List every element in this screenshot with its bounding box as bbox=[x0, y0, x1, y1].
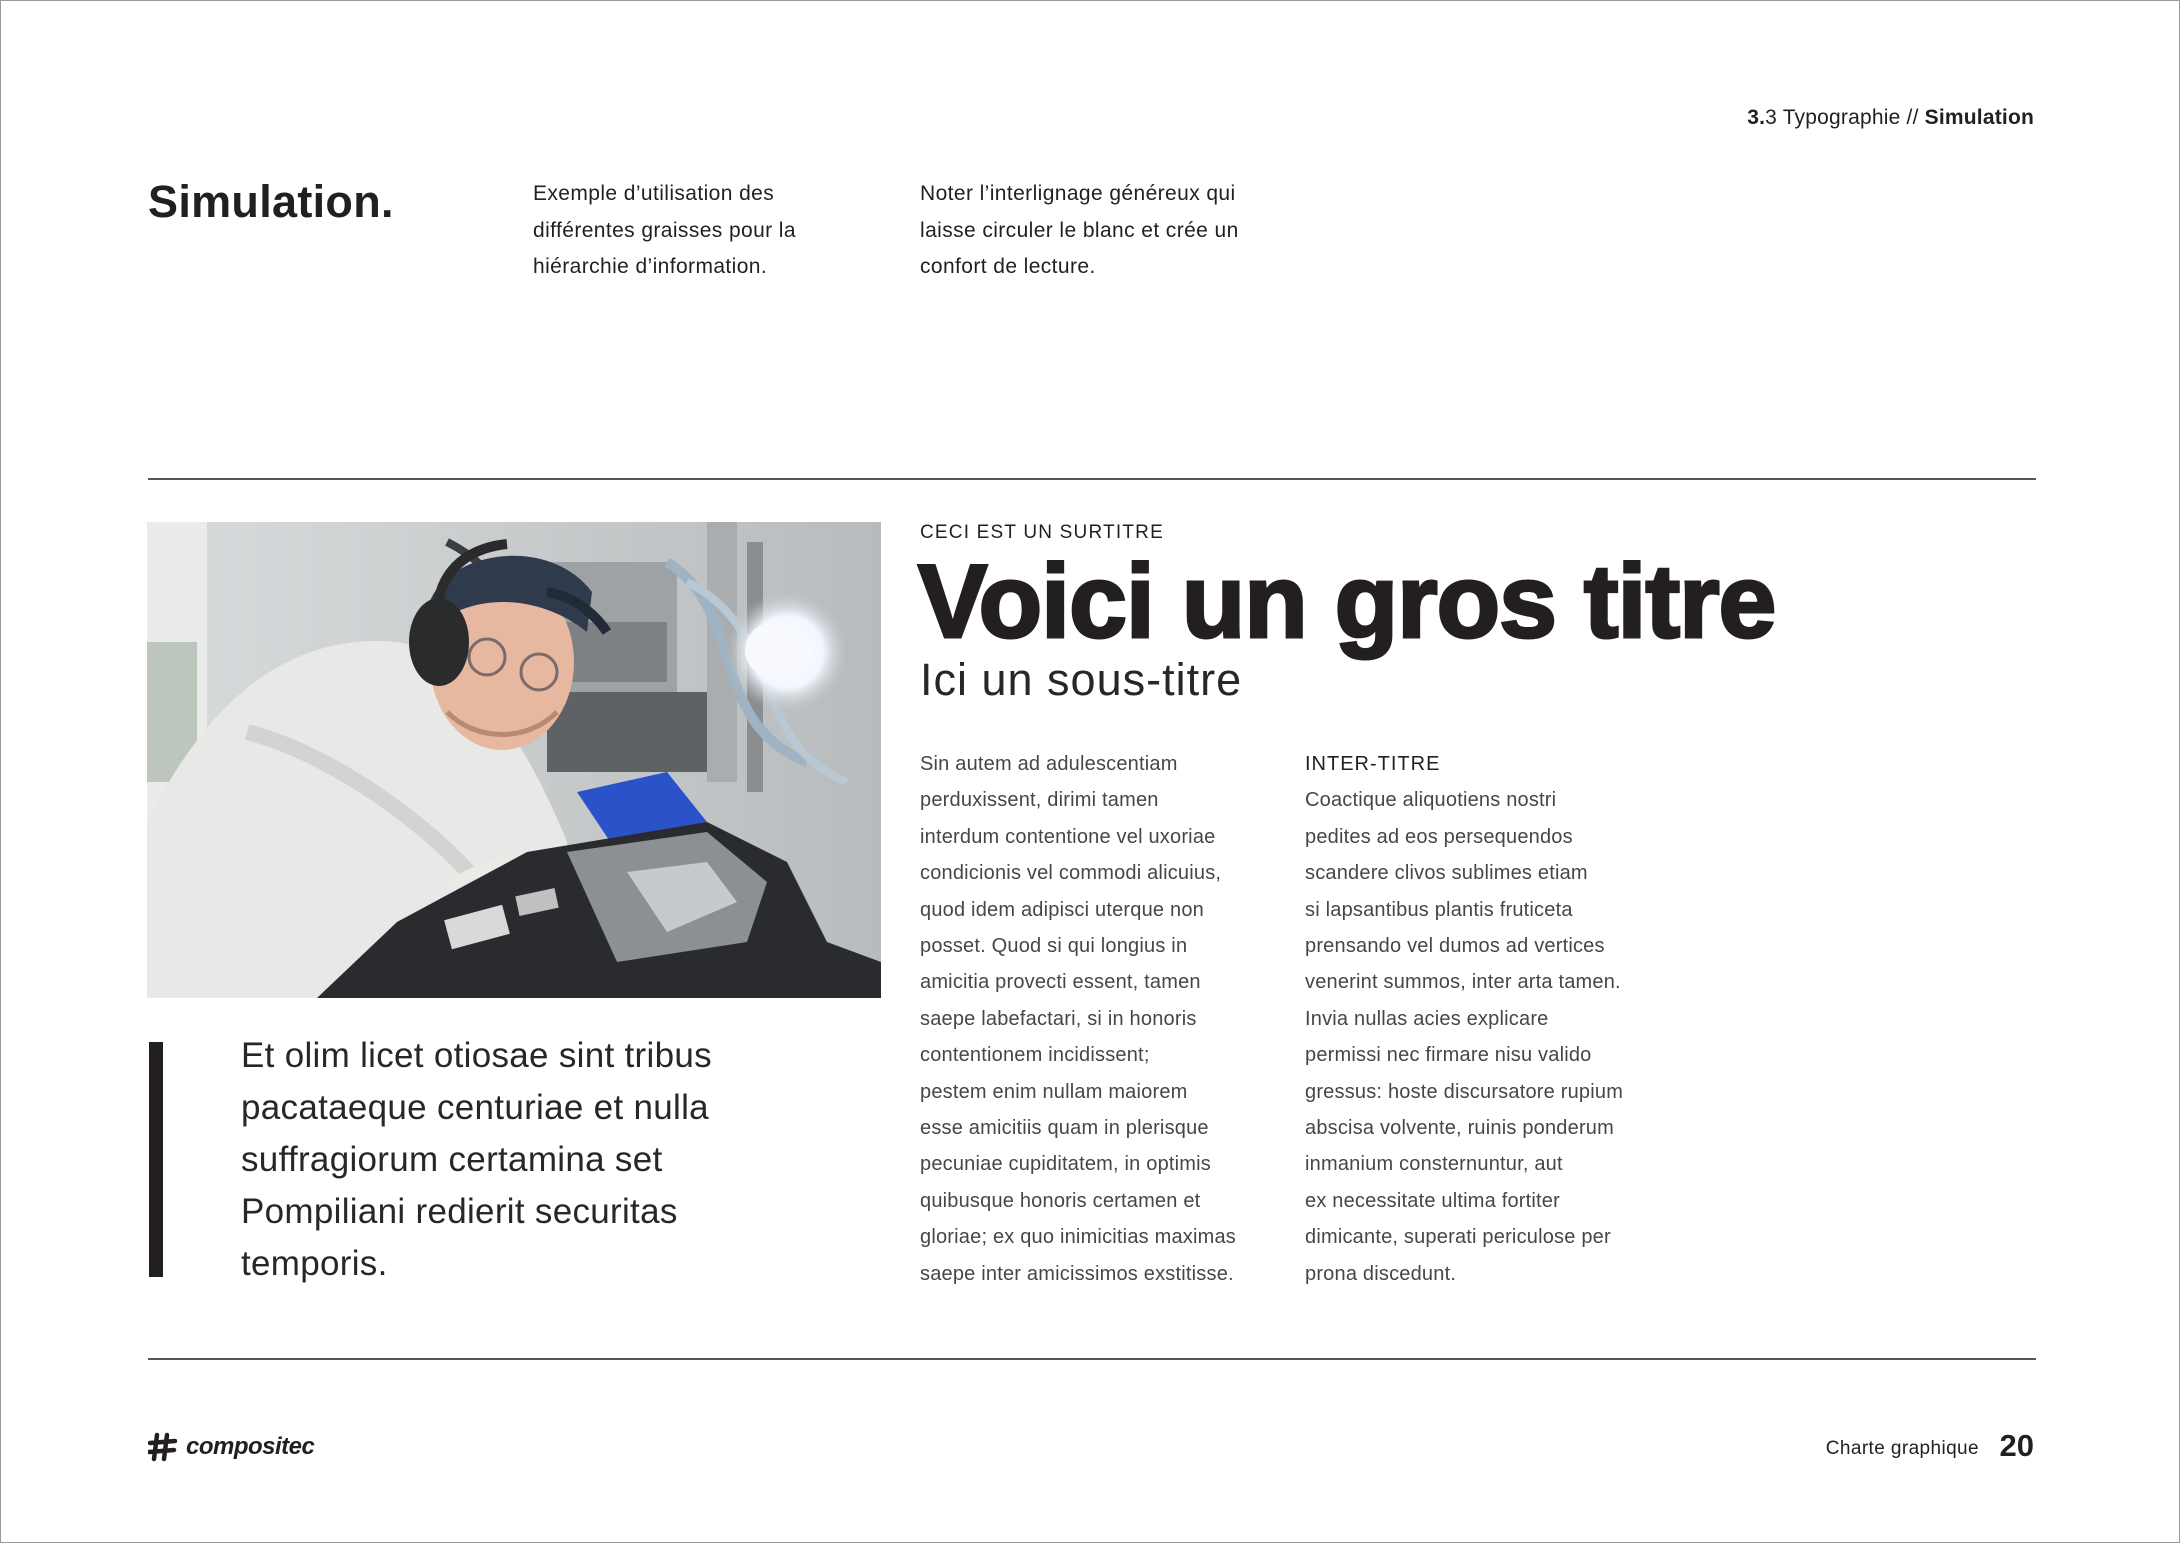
sous-titre: Ici un sous-titre bbox=[920, 654, 1243, 705]
footer-label: Charte graphique bbox=[1825, 1438, 1979, 1459]
body-line: gloriae; ex quo inimicitias maximas bbox=[920, 1226, 1237, 1249]
body-line: prona discedunt. bbox=[1305, 1262, 1457, 1285]
intro-line: différentes graisses pour la bbox=[533, 218, 796, 242]
body-line: quibusque honoris certamen et bbox=[920, 1189, 1201, 1212]
body-line: perduxissent, dirimi tamen bbox=[920, 789, 1159, 812]
body-line: prensando vel dumos ad vertices bbox=[1305, 935, 1605, 958]
body-line: condicionis vel commodi alicuius, bbox=[920, 862, 1222, 885]
intro-text-col-2 bbox=[920, 176, 1280, 286]
body-line: interdum contentione vel uxoriae bbox=[920, 825, 1216, 848]
body-line: amicitia provecti essent, tamen bbox=[920, 971, 1201, 994]
surtitre: CECI EST UN SURTITRE bbox=[920, 522, 1164, 543]
body-line: Invia nullas acies explicare bbox=[1305, 1007, 1549, 1030]
body-column-right bbox=[1305, 746, 1685, 1292]
worker-photo bbox=[147, 522, 881, 998]
quote-line: pacataeque centuriae et nulla bbox=[241, 1088, 709, 1127]
body-column-left bbox=[920, 746, 1280, 1292]
body-line: si lapsantibus plantis fruticeta bbox=[1305, 898, 1573, 921]
body-line: venerint summos, inter arta tamen. bbox=[1305, 971, 1621, 994]
body-line: pestem enim nullam maiorem bbox=[920, 1080, 1188, 1103]
body-line: saepe inter amicissimos exstitisse. bbox=[920, 1262, 1234, 1285]
inter-titre: INTER-TITRE bbox=[1305, 753, 1441, 775]
page-title: Simulation. bbox=[148, 176, 394, 227]
body-line: inmanium consternuntur, aut bbox=[1305, 1153, 1563, 1176]
body-line: abscisa volvente, ruinis ponderum bbox=[1305, 1117, 1614, 1140]
body-line: pedites ad eos persequendos bbox=[1305, 825, 1573, 848]
page-number: 20 bbox=[1999, 1428, 2034, 1463]
body-line: quod idem adipisci uterque non bbox=[920, 898, 1204, 921]
body-line: ex necessitate ultima fortiter bbox=[1305, 1189, 1560, 1212]
body-line: Sin autem ad adulescentiam bbox=[920, 753, 1178, 775]
intro-line: hiérarchie d’information. bbox=[533, 255, 768, 278]
quote-line: Pompiliani redierit securitas bbox=[241, 1192, 678, 1231]
body-line: permissi nec firmare nisu valido bbox=[1305, 1044, 1592, 1067]
gros-titre: Voici un gros titre bbox=[918, 544, 1776, 660]
hash-logo-icon bbox=[148, 1432, 178, 1462]
compositec-logo bbox=[148, 1432, 314, 1462]
body-line: Coactique aliquotiens nostri bbox=[1305, 789, 1557, 812]
body-line: contentionem incidissent; bbox=[920, 1044, 1150, 1067]
intro-line: laisse circuler le blanc et crée un bbox=[920, 218, 1239, 242]
divider-bottom bbox=[148, 1358, 2036, 1360]
intro-text-col-1 bbox=[533, 176, 863, 286]
divider-top bbox=[148, 478, 2036, 480]
body-line: esse amicitiis quam in plerisque bbox=[920, 1117, 1209, 1140]
body-line: pecuniae cupiditatem, in optimis bbox=[920, 1153, 1211, 1176]
logo-text: compositec bbox=[186, 1433, 315, 1460]
body-line: gressus: hoste discursatore rupium bbox=[1305, 1080, 1624, 1103]
breadcrumb-number: 3 bbox=[1765, 106, 1778, 129]
intro-line: confort de lecture. bbox=[920, 255, 1096, 278]
pull-quote bbox=[241, 1030, 841, 1290]
breadcrumb-section: Typographie bbox=[1782, 106, 1901, 129]
breadcrumb bbox=[1747, 106, 2034, 130]
breadcrumb-number-strong: 3. bbox=[1747, 106, 1766, 129]
body-line: posset. Quod si qui longius in bbox=[920, 935, 1188, 958]
body-line: saepe labefactari, si in honoris bbox=[920, 1007, 1197, 1030]
quote-bar bbox=[149, 1042, 163, 1277]
intro-line: Exemple d’utilisation des bbox=[533, 182, 775, 205]
breadcrumb-separator: // bbox=[1906, 106, 1919, 129]
breadcrumb-current: Simulation bbox=[1924, 106, 2034, 129]
body-line: dimicante, superati periculose per bbox=[1305, 1226, 1611, 1249]
quote-line: Et olim licet otiosae sint tribus bbox=[241, 1036, 712, 1075]
quote-line: temporis. bbox=[241, 1244, 388, 1283]
quote-line: suffragiorum certamina set bbox=[241, 1140, 663, 1179]
body-line: scandere clivos sublimes etiam bbox=[1305, 862, 1588, 885]
intro-line: Noter l’interlignage généreux qui bbox=[920, 182, 1236, 205]
worker-photo-illustration bbox=[147, 522, 881, 998]
